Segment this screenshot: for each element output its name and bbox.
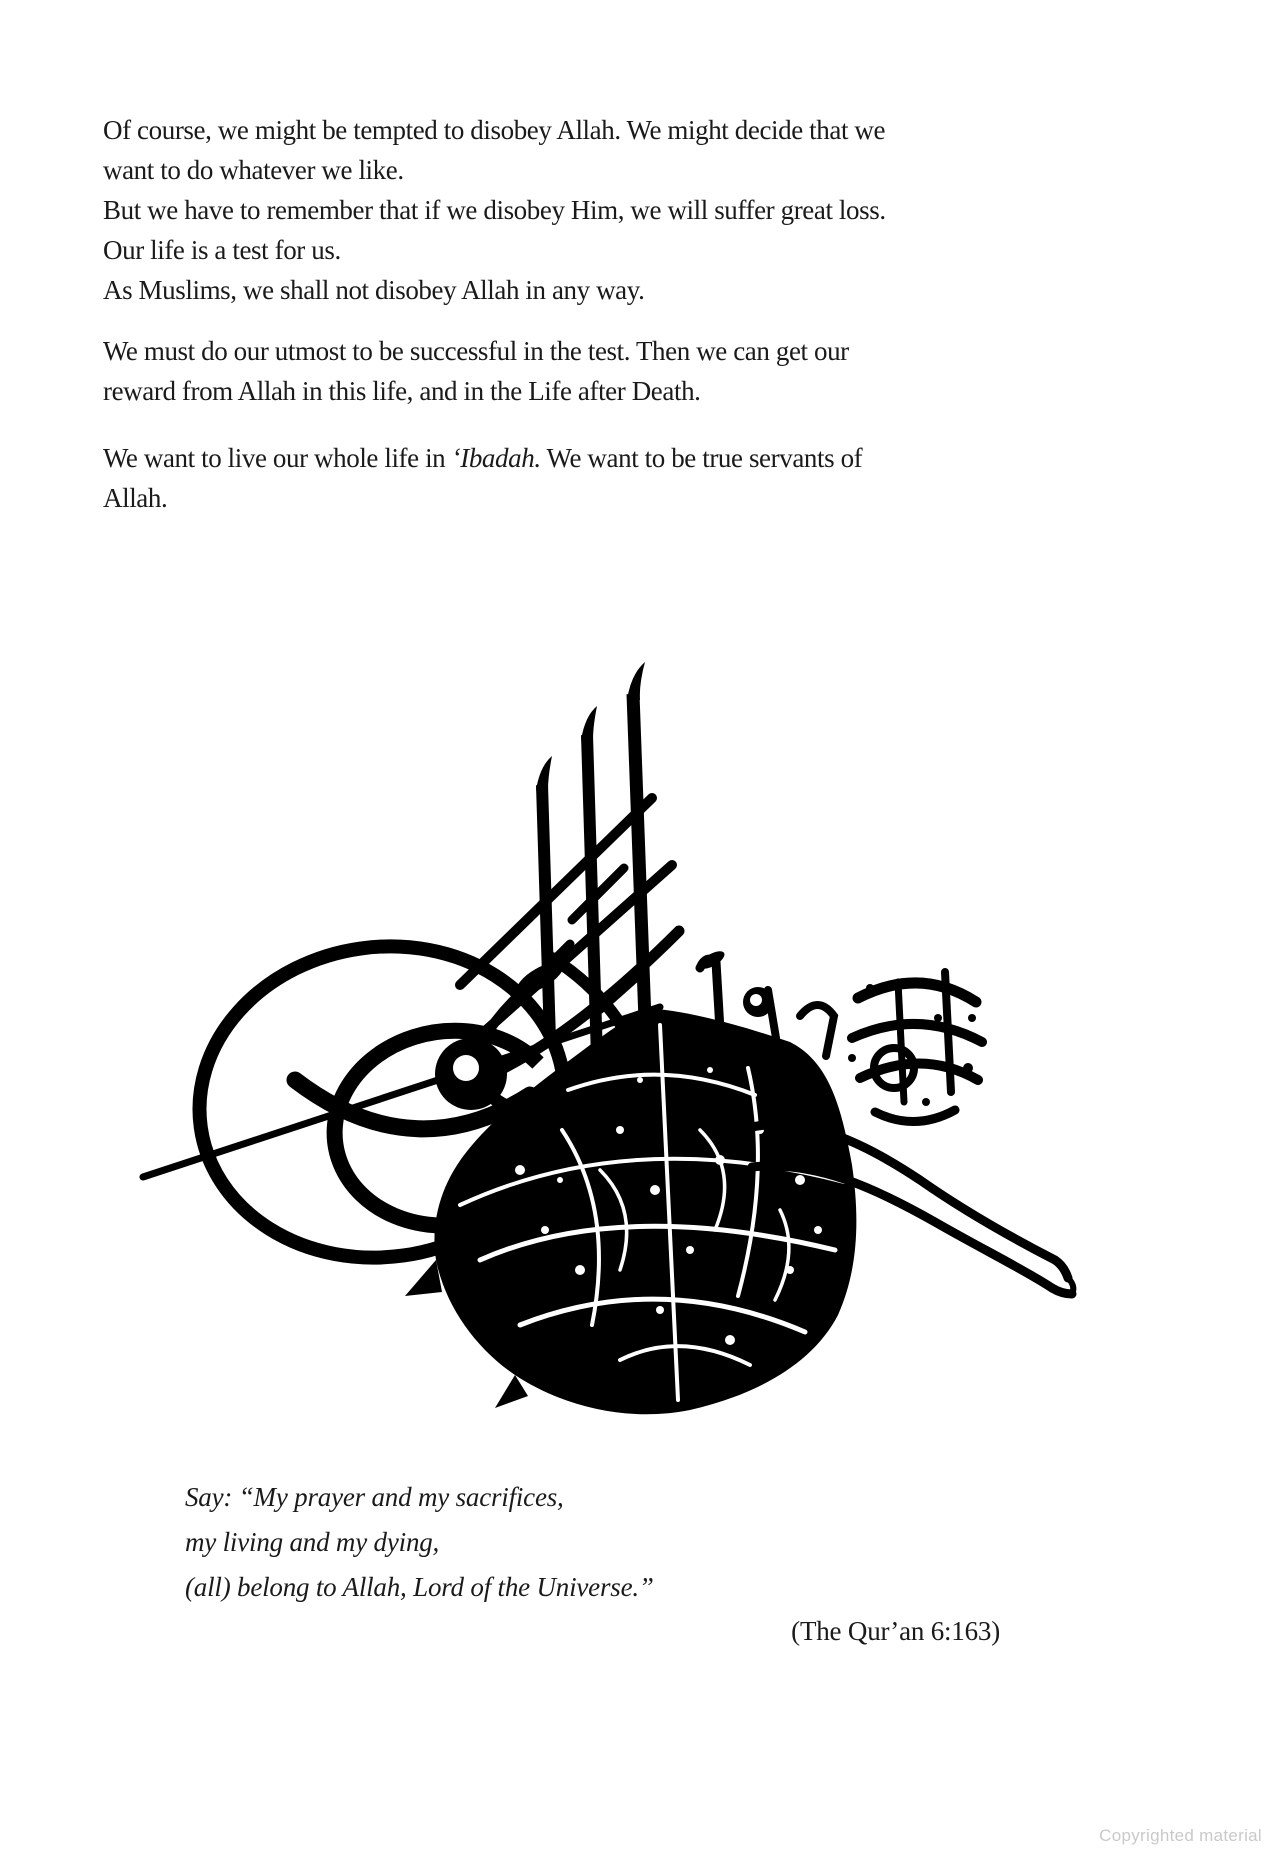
text-segment: We want to be true servants of bbox=[540, 443, 863, 473]
text-line: Allah. bbox=[103, 483, 168, 513]
tughra-calligraphy-image bbox=[100, 570, 1170, 1450]
copyright-watermark: Copyrighted material bbox=[1099, 1826, 1262, 1845]
text-line: But we have to remember that if we disobey Him, we will suffer great loss. bbox=[103, 195, 886, 225]
calligraphy-dense-mass bbox=[405, 948, 856, 1414]
text-line: As Muslims, we shall not disobey Allah in any way. bbox=[103, 275, 645, 305]
text-line bbox=[103, 438, 1083, 478]
calligraphy-staffs bbox=[536, 662, 647, 1075]
quote-line: my living and my dying, bbox=[185, 1527, 440, 1557]
paragraph-2 bbox=[103, 331, 1083, 411]
text-line: Of course, we might be tempted to disobey Allah. We might decide that we bbox=[103, 115, 886, 145]
text-segment-italic: ‘Ibadah. bbox=[451, 443, 541, 473]
text-line: want to do whatever we like. bbox=[103, 155, 404, 185]
quote-line: (all) belong to Allah, Lord of the Universe.” bbox=[185, 1572, 654, 1602]
quote-attribution: (The Qur’an 6:163) bbox=[791, 1616, 1000, 1646]
text-line: reward from Allah in this life, and in the Life after Death. bbox=[103, 376, 701, 406]
text-line: Our life is a test for us. bbox=[103, 235, 341, 265]
paragraph-1 bbox=[103, 110, 1083, 310]
text-segment: We want to live our whole life in bbox=[103, 443, 452, 473]
paragraph-3 bbox=[103, 438, 1083, 518]
verse-quote bbox=[185, 1475, 1085, 1610]
seal-calligraphy bbox=[848, 972, 982, 1122]
text-line: We must do our utmost to be successful in the test. Then we can get our bbox=[103, 336, 849, 366]
quote-line: Say: “My prayer and my sacrifices, bbox=[185, 1482, 564, 1512]
